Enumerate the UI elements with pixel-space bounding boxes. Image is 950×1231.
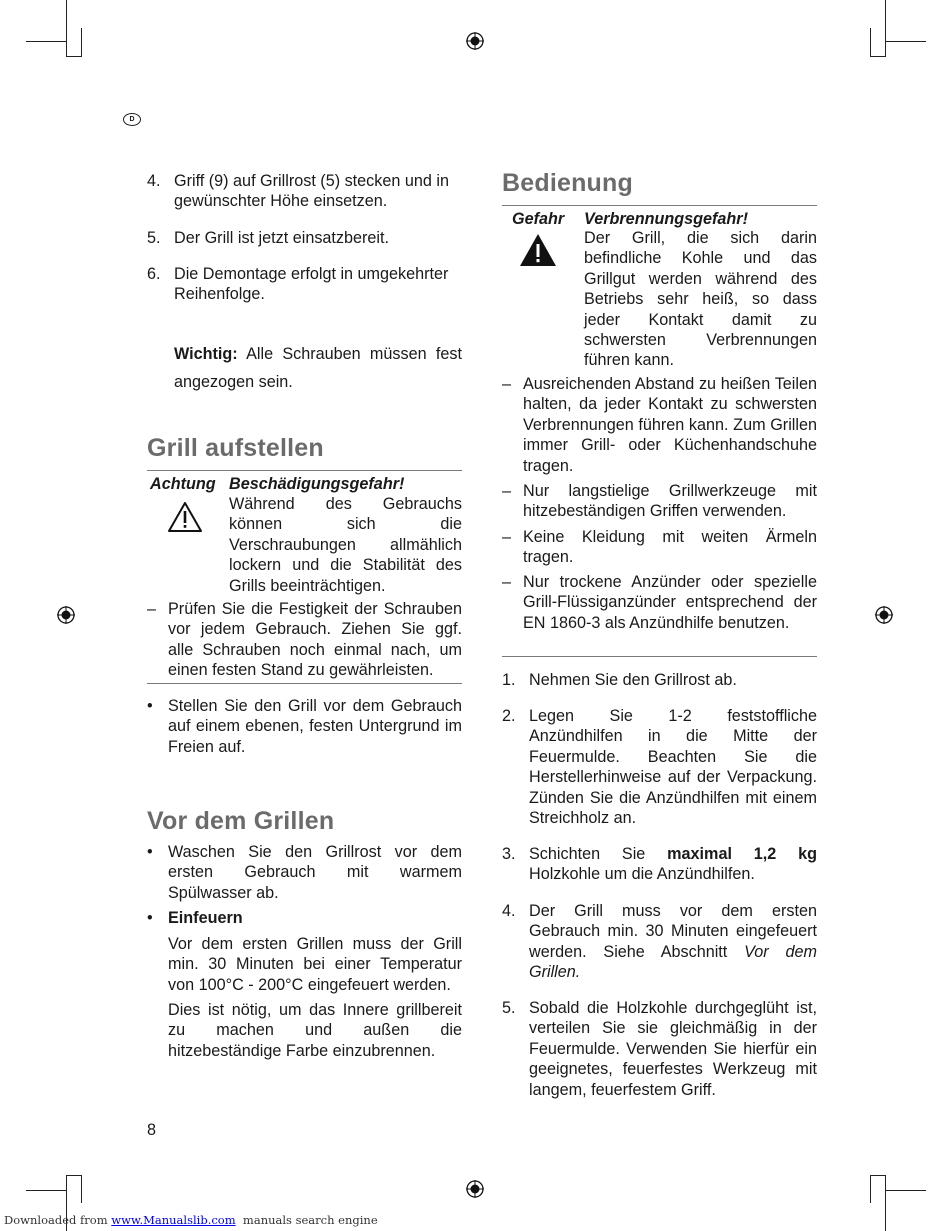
step-text: Die Demontage erfolgt in umgekehrter Reihenfolge. [174, 265, 449, 304]
section-title-bedienung: Bedienung [502, 169, 633, 197]
step-text: Griff (9) auf Grillrost (5) stecken und in gewünschter Höhe einsetzen. [174, 172, 449, 211]
warning-label: Achtung [150, 475, 216, 493]
manualslib-link[interactable]: www.Manualslib.com [111, 1213, 236, 1227]
step-text-part: Schichten Sie [529, 845, 668, 863]
footer-prefix: Downloaded from [4, 1213, 112, 1227]
warning-body: Der Grill, die sich darin befindliche Kohle und das Grillgut werden während des Betriebs sehr heiß, so dass jeder Kontakt damit zu schwersten Verbrennungen führen kann. [584, 229, 817, 370]
divider [502, 205, 817, 206]
warning-label: Gefahr [512, 210, 565, 228]
step-text [529, 844, 817, 885]
important-note [174, 340, 462, 396]
step-number: 1. [502, 671, 516, 689]
operation-step [502, 998, 817, 1100]
step-text: Legen Sie 1-2 feststoffliche Anzündhilfen in die Mitte der Feuermulde. Beachten Sie die Herstellerhinweise auf der Verpackung. Zünden Sie die Anzündhilfen mit einem Streichholz an. [529, 707, 817, 828]
dash-marker: – [147, 600, 157, 618]
instruction-text: Nur trockene Anzünder oder spezielle Grill-Flüssiganzünder entsprechend der EN 1860-3 als Anzündhilfe benutzen. [523, 573, 817, 632]
step-text-part: Der Grill muss vor dem ersten Gebrauch min. 30 Minuten eingefeuert werden. Siehe Abschnitt [529, 902, 817, 961]
operation-step [502, 901, 817, 983]
step-text: Der Grill ist jetzt einsatzbereit. [174, 229, 389, 247]
step-text: Nehmen Sie den Grillrost ab. [529, 671, 737, 689]
operation-step [502, 844, 817, 885]
step-text: Sobald die Holzkohle durchgeglüht ist, verteilen Sie sie gleichmäßig in der Feuermulde. Verwenden Sie hierfür ein geeignetes, feuerfestes Werkzeug mit langem, feuerfestem Griff. [529, 999, 817, 1099]
step-number: 3. [502, 845, 516, 863]
warning-title: Beschädigungsgefahr! [229, 475, 405, 493]
step-number: 5. [147, 229, 161, 247]
list-item-text: Stellen Sie den Grill vor dem Gebrauch auf einem ebenen, festen Untergrund im Freien auf. [168, 697, 462, 756]
assembly-step [147, 171, 462, 212]
assembly-step [147, 264, 462, 305]
crop-mark [885, 0, 886, 56]
crop-mark [886, 1190, 926, 1191]
divider [147, 683, 462, 684]
instruction-text: Prüfen Sie die Festigkeit der Schrauben vor jedem Gebrauch. Ziehen Sie ggf. alle Schrauben noch einmal nach, um einen festen Stand zu gewährleisten. [168, 600, 462, 680]
list-item-text: Waschen Sie den Grillrost vor dem ersten Gebrauch mit warmem Spülwasser ab. [168, 843, 462, 902]
footer-suffix: manuals search engine [235, 1213, 378, 1227]
important-label: Wichtig: [174, 345, 238, 363]
crop-mark [870, 1175, 871, 1203]
divider [147, 470, 462, 471]
crop-mark [26, 1190, 66, 1191]
crop-mark [66, 0, 67, 56]
registration-mark-icon [57, 606, 75, 624]
section-title-grill-aufstellen: Grill aufstellen [147, 434, 324, 462]
important-text: Alle Schrauben müssen fest angezogen sein. [174, 345, 462, 391]
caution-triangle-icon [167, 501, 203, 533]
bullet-marker: • [147, 909, 153, 927]
safety-instruction [147, 599, 462, 681]
page-number: 8 [147, 1121, 157, 1139]
dash-marker: – [502, 528, 512, 546]
step-text [529, 901, 817, 983]
crop-mark [66, 56, 82, 57]
list-item [147, 696, 462, 757]
dash-marker: – [502, 573, 512, 591]
divider [502, 656, 817, 657]
safety-instruction [502, 481, 817, 522]
crop-mark [886, 41, 926, 42]
step-text-bold: maximal 1,2 kg [667, 845, 817, 863]
bullet-marker: • [147, 843, 153, 861]
registration-mark-icon [875, 606, 893, 624]
step-number: 5. [502, 999, 516, 1017]
step-text-italic: Vor dem Grillen. [529, 942, 817, 982]
crop-mark [81, 28, 82, 56]
crop-mark [870, 1175, 886, 1176]
language-badge: D [123, 113, 141, 126]
assembly-step [147, 228, 462, 248]
crop-mark [81, 1175, 82, 1203]
download-footer [4, 1210, 378, 1230]
dash-marker: – [502, 375, 512, 393]
operation-step [502, 706, 817, 828]
registration-mark-icon [466, 1180, 484, 1198]
safety-instruction [502, 572, 817, 633]
paragraph: Vor dem ersten Grillen muss der Grill min. 30 Minuten bei einer Temperatur von 100°C - 200°C eingefeuert werden. [168, 935, 462, 994]
warning-body: Während des Gebrauchs können sich die Verschraubungen allmählich lockern und die Stabilität des Grills beeinträchtigen. [229, 495, 462, 595]
danger-triangle-icon [519, 233, 557, 267]
crop-mark [26, 41, 66, 42]
crop-mark [870, 56, 886, 57]
operation-step [502, 670, 817, 690]
instruction-text: Keine Kleidung mit weiten Ärmeln tragen. [523, 528, 817, 567]
instruction-text: Ausreichenden Abstand zu heißen Teilen halten, da jeder Kontakt zu schwersten Verbrennungen führen kann. Zum Grillen immer Grill- oder Küchenhandschuhe tragen. [523, 375, 817, 475]
registration-mark-icon [466, 32, 484, 50]
paragraph: Dies ist nötig, um das Innere grillbereit zu machen und außen die hitzebeständige Farbe einzubrennen. [168, 1001, 462, 1060]
step-number: 4. [502, 902, 516, 920]
step-number: 4. [147, 172, 161, 190]
instruction-text: Nur langstielige Grillwerkzeuge mit hitzebeständigen Griffen verwenden. [523, 482, 817, 521]
safety-instruction [502, 374, 817, 476]
crop-mark [66, 1175, 82, 1176]
bullet-marker: • [147, 697, 153, 715]
step-number: 2. [502, 707, 516, 725]
crop-mark [870, 28, 871, 56]
step-text-part: Holzkohle um die Anzündhilfen. [529, 865, 755, 884]
warning-title: Verbrennungsgefahr! [584, 210, 748, 228]
crop-mark [885, 1175, 886, 1231]
dash-marker: – [502, 482, 512, 500]
section-title-vor-dem-grillen: Vor dem Grillen [147, 807, 335, 835]
list-item [147, 842, 462, 903]
step-number: 6. [147, 265, 161, 283]
list-item-title: Einfeuern [168, 909, 243, 927]
safety-instruction [502, 527, 817, 568]
list-item [147, 908, 462, 928]
